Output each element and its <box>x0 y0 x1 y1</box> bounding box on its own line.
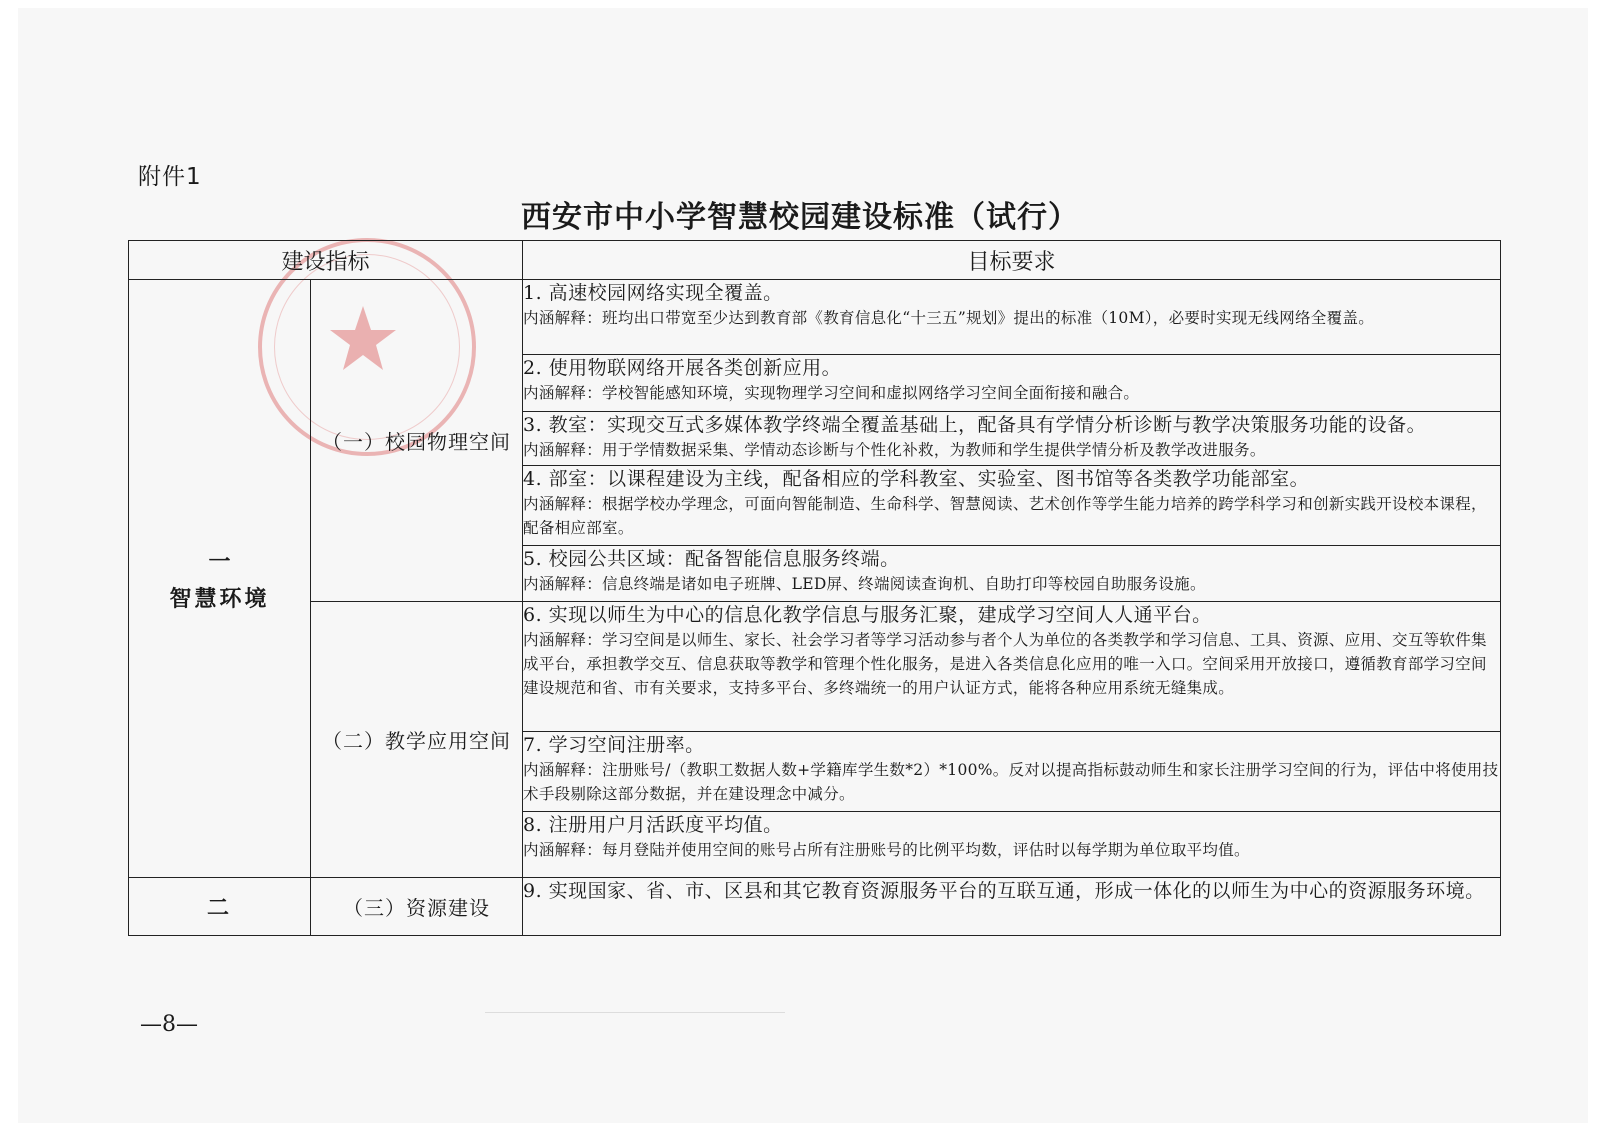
page-number: —8— <box>140 1012 198 1037</box>
item-1 <box>523 280 1501 355</box>
category-1-cell <box>129 280 311 878</box>
category-number: 二 <box>206 895 232 921</box>
table-row <box>129 280 1501 355</box>
item-title: 2. 使用物联网络开展各类创新应用。 <box>523 357 842 379</box>
item-note: 内涵解释：根据学校办学理念，可面向智能制造、生命科学、智慧阅读、艺术创作等学生能力培养的跨学科学习和创新实践开设校本课程，配备相应部室。 <box>523 495 1487 537</box>
category-name: 智慧环境 <box>169 585 270 612</box>
item-title: 7. 学习空间注册率。 <box>523 734 705 756</box>
item-4 <box>523 466 1501 546</box>
item-7 <box>523 732 1501 812</box>
item-title: 9. 实现国家、省、市、区县和其它教育资源服务平台的互联互通，形成一体化的以师生为中心的资源服务环境。 <box>523 880 1485 902</box>
item-2 <box>523 355 1501 412</box>
document-title: 西安市中小学智慧校园建设标准（试行） <box>521 200 1079 235</box>
category-number: 一 <box>208 548 231 575</box>
item-title: 4. 部室：以课程建设为主线，配备相应的学科教室、实验室、图书馆等各类教学功能部室。 <box>523 468 1310 490</box>
attachment-label: 附件1 <box>138 164 202 190</box>
header-goal: 目标要求 <box>523 241 1501 280</box>
item-6 <box>523 602 1501 732</box>
item-title: 3. 教室：实现交互式多媒体教学终端全覆盖基础上，配备具有学情分析诊断与教学决策服务功能的设备。 <box>523 414 1427 436</box>
item-title: 1. 高速校园网络实现全覆盖。 <box>523 282 783 304</box>
table-row <box>129 878 1501 936</box>
header-indicator: 建设指标 <box>129 241 523 280</box>
standards-table <box>128 240 1501 936</box>
item-title: 6. 实现以师生为中心的信息化教学信息与服务汇聚，建成学习空间人人通平台。 <box>523 604 1212 626</box>
table-header-row <box>129 241 1501 280</box>
item-title: 5. 校园公共区域：配备智能信息服务终端。 <box>523 548 900 570</box>
subcategory-cell: （三）资源建设 <box>311 878 523 936</box>
item-8 <box>523 812 1501 878</box>
item-note: 内涵解释：信息终端是诸如电子班牌、LED屏、终端阅读查询机、自助打印等校园自助服务设施。 <box>523 575 1206 593</box>
divider <box>485 1012 785 1013</box>
item-9 <box>523 878 1501 936</box>
item-3 <box>523 412 1501 466</box>
item-note: 内涵解释：学校智能感知环境，实现物理学习空间和虚拟网络学习空间全面衔接和融合。 <box>523 384 1140 402</box>
subcategory-cell: （一）校园物理空间 <box>311 280 523 602</box>
item-note: 内涵解释：每月登陆并使用空间的账号占所有注册账号的比例平均数，评估时以每学期为单位取平均值。 <box>523 841 1250 859</box>
item-note: 内涵解释：用于学情数据采集、学情动态诊断与个性化补救，为教师和学生提供学情分析及教学改进服务。 <box>523 441 1266 459</box>
item-title: 8. 注册用户月活跃度平均值。 <box>523 814 783 836</box>
item-note: 内涵解释：班均出口带宽至少达到教育部《教育信息化“十三五”规划》提出的标准（10M），必要时实现无线网络全覆盖。 <box>523 309 1375 327</box>
subcategory-cell: （二）教学应用空间 <box>311 602 523 878</box>
item-note: 内涵解释：学习空间是以师生、家长、社会学习者等学习活动参与者个人为单位的各类教学和学习信息、工具、资源、应用、交互等软件集成平台，承担教学交互、信息获取等教学和管理个性化服务，是进入各类信息化应用的唯一入口。空间采用开放接口，遵循教育部学习空间建设规范和省、市有关要求，支持多平台、多终端统一的用户认证方式，能将各种应用系统无缝集成。 <box>523 631 1487 697</box>
table-row <box>129 602 1501 732</box>
item-note: 内涵解释：注册账号/（教职工数据人数+学籍库学生数*2）*100%。反对以提高指标鼓动师生和家长注册学习空间的行为，评估中将使用技术手段剔除这部分数据，并在建设理念中减分。 <box>523 761 1499 803</box>
item-5 <box>523 546 1501 602</box>
category-2-cell <box>129 878 311 936</box>
